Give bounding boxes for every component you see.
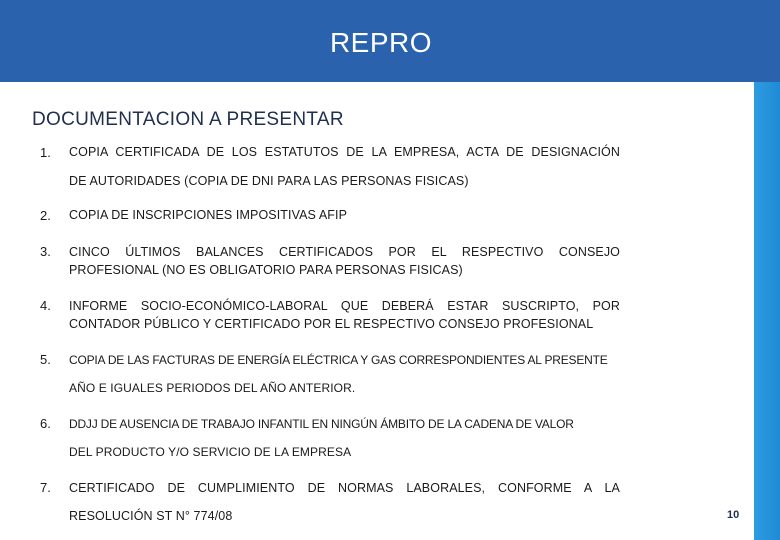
- section-title: DOCUMENTACION A PRESENTAR: [32, 109, 344, 130]
- item-line: DE AUTORIDADES (COPIA DE DNI PARA LAS PERSONAS FISICAS): [69, 174, 469, 188]
- item-line: CERTIFICADO DE CUMPLIMIENTO DE NORMAS LABORALES, CONFORME A LA: [69, 481, 620, 495]
- item-number: 7.: [40, 480, 51, 495]
- item-line: AÑO E IGUALES PERIODOS DEL AÑO ANTERIOR.: [69, 381, 356, 395]
- item-number: 5.: [40, 352, 51, 367]
- header-bar: [0, 0, 780, 82]
- item-line: COPIA DE LAS FACTURAS DE ENERGÍA ELÉCTRICA Y GAS CORRESPONDIENTES AL PRESENTE: [69, 353, 608, 367]
- item-line: DDJJ DE AUSENCIA DE TRABAJO INFANTIL EN NINGÚN ÁMBITO DE LA CADENA DE VALOR: [69, 417, 574, 431]
- item-line: INFORME SOCIO-ECONÓMICO-LABORAL QUE DEBERÁ ESTAR SUSCRIPTO, POR: [69, 299, 620, 313]
- item-number: 1.: [40, 145, 51, 160]
- item-number: 3.: [40, 244, 51, 259]
- page-number: 10: [727, 509, 740, 521]
- side-accent-bar: [754, 82, 780, 540]
- item-number: 4.: [40, 298, 51, 313]
- header-title: REPRO: [329, 27, 433, 58]
- item-line: COPIA CERTIFICADA DE LOS ESTATUTOS DE LA EMPRESA, ACTA DE DESIGNACIÓN: [69, 145, 620, 159]
- item-line: DEL PRODUCTO Y/O SERVICIO DE LA EMPRESA: [69, 445, 352, 459]
- item-line: CINCO ÚLTIMOS BALANCES CERTIFICADOS POR EL RESPECTIVO CONSEJO: [69, 245, 620, 259]
- item-number: 6.: [40, 416, 51, 431]
- item-line: COPIA DE INSCRIPCIONES IMPOSITIVAS AFIP: [69, 208, 348, 222]
- item-line: RESOLUCIÓN ST N° 774/08: [69, 509, 233, 523]
- item-line: PROFESIONAL (NO ES OBLIGATORIO PARA PERSONAS FISICAS): [69, 263, 463, 277]
- item-number: 2.: [40, 208, 51, 223]
- item-line: CONTADOR PÚBLICO Y CERTIFICADO POR EL RESPECTIVO CONSEJO PROFESIONAL: [69, 317, 594, 331]
